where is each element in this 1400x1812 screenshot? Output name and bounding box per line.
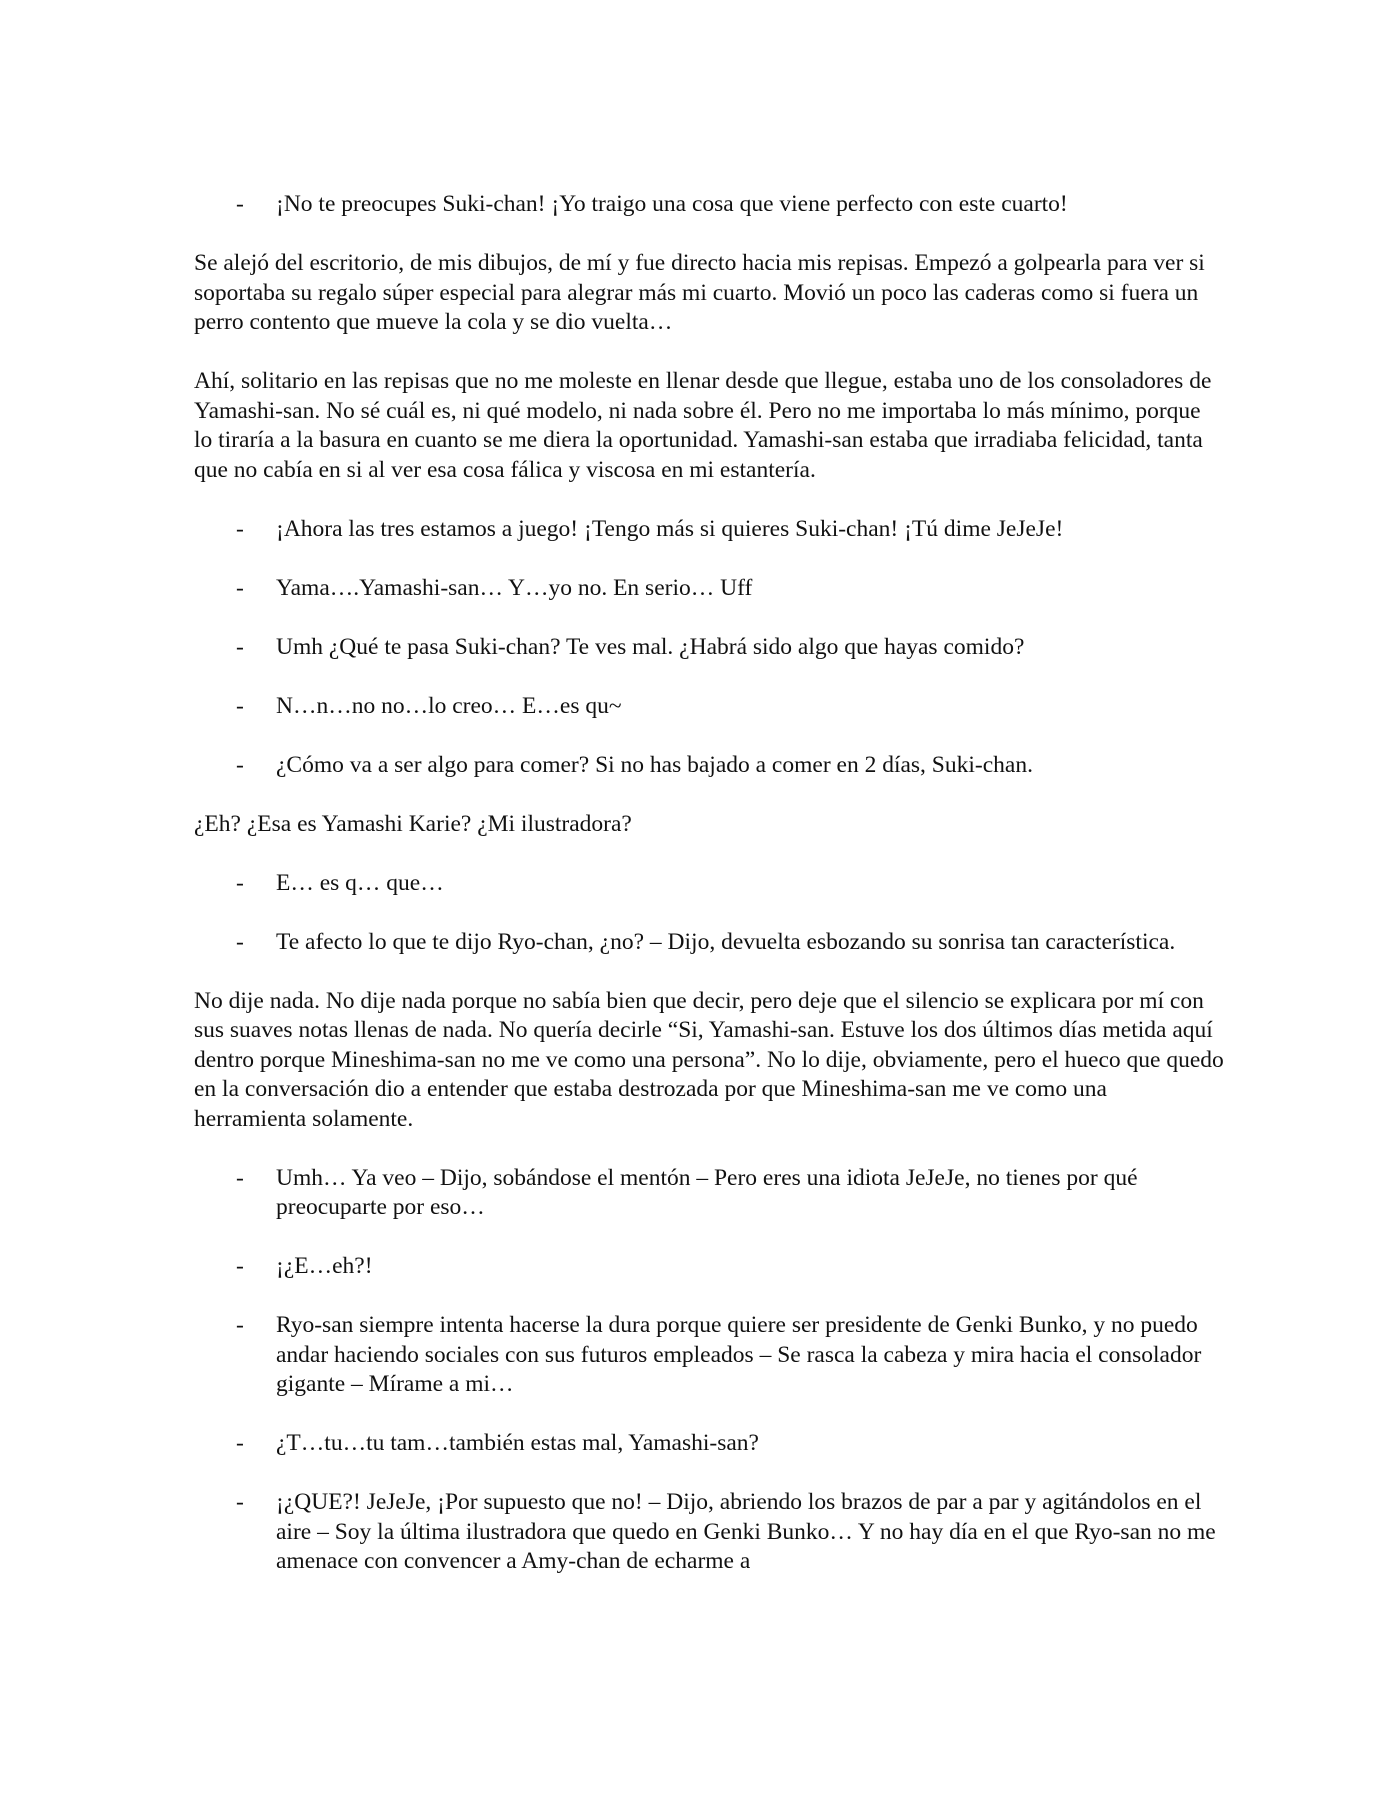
narration-paragraph: No dije nada. No dije nada porque no sabía bien que decir, pero deje que el silencio se explicara por mí con sus suaves notas llenas de nada. No quería decirle “Si, Yamashi-san. Estuve los dos últimos días metida aquí dentro porque Mineshima-san no me ve como una persona”. No lo dije, obviamente, pero el hueco que quedo en la conversación dio a entender que estaba destrozada por que Mineshima-san me ve como una herramienta solamente. bbox=[194, 987, 1224, 1132]
dialogue-text: ¿Cómo va a ser algo para comer? Si no has bajado a comer en 2 días, Suki-chan. bbox=[276, 751, 1033, 778]
dialogue-line bbox=[194, 751, 1224, 781]
dialogue-line bbox=[194, 928, 1224, 958]
dialogue-text: ¡¿QUE?! JeJeJe, ¡Por supuesto que no! – Dijo, abriendo los brazos de par a par y agitándolos en el aire – Soy la última ilustradora que quedo en Genki Bunko… Y no hay día en el que Ryo-san no me amenace con convencer a Amy-chan de echarme a bbox=[276, 1489, 1216, 1574]
document-body bbox=[194, 190, 1224, 1606]
dialogue-line bbox=[194, 1311, 1224, 1400]
dialogue-dash: - bbox=[236, 692, 244, 719]
dialogue-text: ¡¿E…eh?! bbox=[276, 1253, 373, 1279]
dialogue-text: Yama….Yamashi-san… Y…yo no. En serio… Uff bbox=[276, 574, 753, 601]
dialogue-dash: - bbox=[236, 1489, 244, 1515]
dialogue-line bbox=[194, 869, 1224, 899]
dialogue-dash: - bbox=[236, 191, 244, 217]
narration-paragraph: ¿Eh? ¿Esa es Yamashi Karie? ¿Mi ilustradora? bbox=[194, 810, 632, 837]
dialogue-text: ¿T…tu…tu tam…también estas mal, Yamashi-san? bbox=[276, 1430, 759, 1456]
dialogue-line bbox=[194, 633, 1224, 663]
dialogue-text: Umh ¿Qué te pasa Suki-chan? Te ves mal. ¿Habrá sido algo que hayas comido? bbox=[276, 633, 1025, 660]
narration-paragraph: Se alejó del escritorio, de mis dibujos, de mí y fue directo hacia mis repisas. Empezó a golpearla para ver si soportaba su regalo súper especial para alegrar más mi cuarto. Movió un poco las caderas como si fuera un perro contento que mueve la cola y se dio vuelta… bbox=[194, 250, 1205, 335]
narration-paragraph: Ahí, solitario en las repisas que no me moleste en llenar desde que llegue, estaba uno de los consoladores de Yamashi-san. No sé cuál es, ni qué modelo, ni nada sobre él. Pero no me importaba lo más mínimo, porque lo tiraría a la basura en cuanto se me diera la oportunidad. Yamashi-san estaba que irradiaba felicidad, tanta que no cabía en si al ver esa cosa fálica y viscosa en mi estantería. bbox=[194, 368, 1212, 483]
dialogue-dash: - bbox=[236, 633, 244, 660]
dialogue-dash: - bbox=[236, 928, 244, 955]
dialogue-line bbox=[194, 1252, 1224, 1282]
dialogue-dash: - bbox=[236, 1164, 244, 1191]
dialogue-text: ¡Ahora las tres estamos a juego! ¡Tengo más si quieres Suki-chan! ¡Tú dime JeJeJe! bbox=[276, 515, 1064, 542]
dialogue-line bbox=[194, 515, 1224, 545]
dialogue-line bbox=[194, 692, 1224, 722]
dialogue-dash: - bbox=[236, 1430, 244, 1456]
dialogue-dash: - bbox=[236, 574, 244, 601]
dialogue-text: E… es q… que… bbox=[276, 869, 444, 896]
dialogue-dash: - bbox=[236, 1253, 244, 1279]
dialogue-dash: - bbox=[236, 515, 244, 542]
dialogue-dash: - bbox=[236, 1312, 244, 1338]
dialogue-line bbox=[194, 574, 1224, 604]
dialogue-line bbox=[194, 1488, 1224, 1577]
dialogue-line bbox=[194, 1429, 1224, 1459]
dialogue-text: N…n…no no…lo creo… E…es qu~ bbox=[276, 692, 622, 719]
dialogue-line bbox=[194, 1164, 1224, 1223]
dialogue-line bbox=[194, 190, 1224, 220]
dialogue-text: Ryo-san siempre intenta hacerse la dura porque quiere ser presidente de Genki Bunko, y no puedo andar haciendo sociales con sus futuros empleados – Se rasca la cabeza y mira hacia el consolador gigante – Mírame a mi… bbox=[276, 1312, 1202, 1397]
dialogue-dash: - bbox=[236, 751, 244, 778]
dialogue-text: ¡No te preocupes Suki-chan! ¡Yo traigo una cosa que viene perfecto con este cuarto! bbox=[276, 191, 1068, 217]
dialogue-text: Umh… Ya veo – Dijo, sobándose el mentón – Pero eres una idiota JeJeJe, no tienes por qué preocuparte por eso… bbox=[276, 1164, 1138, 1220]
dialogue-dash: - bbox=[236, 869, 244, 896]
dialogue-text: Te afecto lo que te dijo Ryo-chan, ¿no? – Dijo, devuelta esbozando su sonrisa tan característica. bbox=[276, 928, 1176, 955]
